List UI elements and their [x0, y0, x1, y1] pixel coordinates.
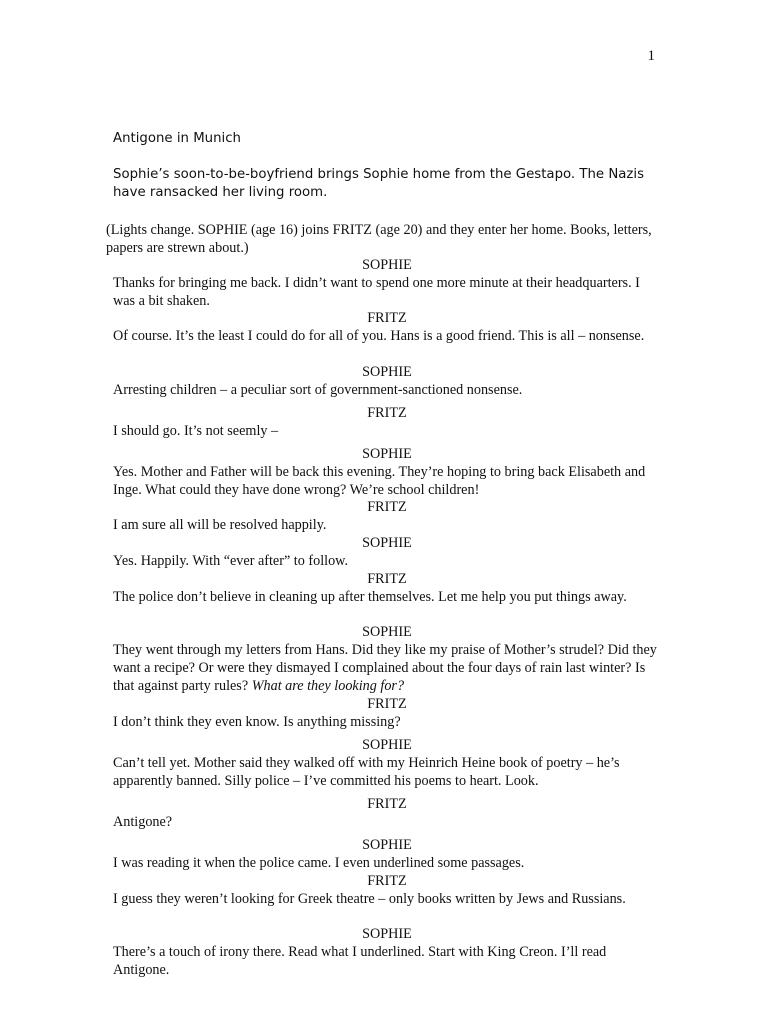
dialogue-line: Arresting children – a peculiar sort of government-sanctioned nonsense. [113, 382, 523, 398]
dialogue-line: The police don’t believe in cleaning up after themselves. Let me help you put things away. [113, 589, 627, 605]
scene-synopsis: Sophie’s soon-to-be-boyfriend brings Sophie home from the Gestapo. The Nazis have ransacked her living room. [113, 167, 645, 200]
dialogue-line: Yes. Happily. With “ever after” to follow. [113, 553, 349, 569]
page-number: 1 [647, 48, 655, 64]
speaker-cue: FRITZ [367, 310, 407, 326]
dialogue-line-italic: What are they looking for? [251, 678, 405, 694]
dialogue-line-text: They went through my letters from Hans. Did they like my praise of Mother’s strudel? Did they want a recipe? Or were they dismayed I complained about the four days of rain last winter? Is that against party rules? [113, 642, 657, 694]
dialogue-line: I am sure all will be resolved happily. [113, 517, 327, 533]
play-title: Antigone in Munich [113, 131, 241, 146]
speaker-cue: FRITZ [367, 405, 407, 421]
dialogue-line: Of course. It’s the least I could do for all of you. Hans is a good friend. This is all – nonsense. [113, 328, 645, 344]
dialogue-line: Yes. Mother and Father will be back this evening. They’re hoping to bring back Elisabeth and Inge. What could they have done wrong? We’re school children! [113, 464, 646, 498]
speaker-cue: FRITZ [367, 873, 407, 889]
stage-direction: (Lights change. SOPHIE (age 16) joins FRITZ (age 20) and they enter her home. Books, letters, papers are strewn about.) [106, 222, 652, 256]
speaker-cue: FRITZ [367, 796, 407, 812]
speaker-cue: SOPHIE [362, 535, 412, 551]
speaker-cue: SOPHIE [362, 624, 412, 640]
speaker-cue: FRITZ [367, 571, 407, 587]
dialogue-line [113, 641, 661, 695]
speaker-cue: SOPHIE [362, 446, 412, 462]
dialogue-line: Can’t tell yet. Mother said they walked off with my Heinrich Heine book of poetry – he’s apparently banned. Silly police – I’ve committed his poems to heart. Look. [113, 755, 620, 789]
speaker-cue: SOPHIE [362, 737, 412, 753]
speaker-cue: SOPHIE [362, 926, 412, 942]
dialogue-line: Antigone? [113, 814, 173, 830]
dialogue-line: I was reading it when the police came. I even underlined some passages. [113, 855, 525, 871]
dialogue-line: There’s a touch of irony there. Read what I underlined. Start with King Creon. I’ll read Antigone. [113, 944, 607, 978]
speaker-cue: SOPHIE [362, 257, 412, 273]
dialogue-line: I should go. It’s not seemly – [113, 423, 279, 439]
dialogue-line: Thanks for bringing me back. I didn’t want to spend one more minute at their headquarters. I was a bit shaken. [113, 275, 640, 309]
speaker-cue: SOPHIE [362, 837, 412, 853]
dialogue-line: I guess they weren’t looking for Greek theatre – only books written by Jews and Russians. [113, 891, 626, 907]
speaker-cue: FRITZ [367, 499, 407, 515]
speaker-cue: SOPHIE [362, 364, 412, 380]
speaker-cue: FRITZ [367, 696, 407, 712]
dialogue-line: I don’t think they even know. Is anything missing? [113, 714, 401, 730]
